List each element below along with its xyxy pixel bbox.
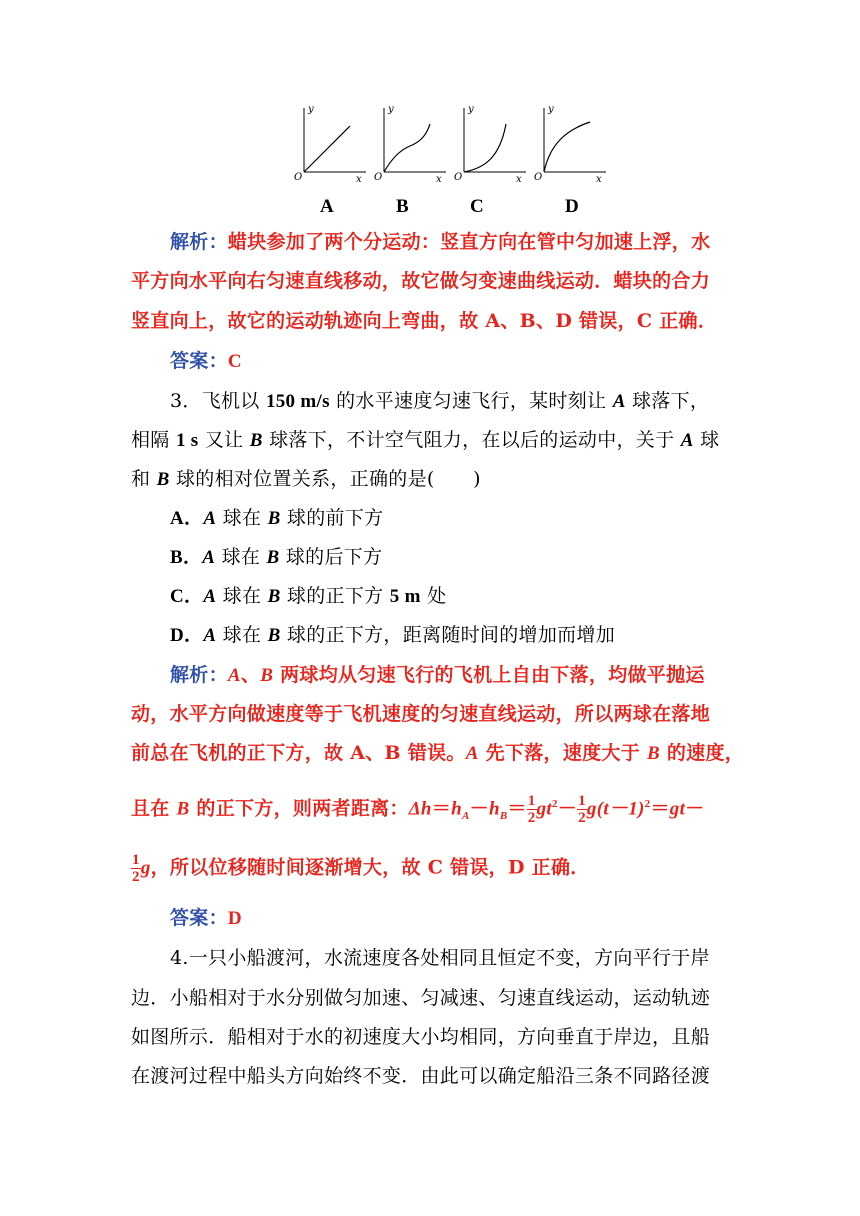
q3-stem-1c: 的水平速度匀速飞行，某时刻让 (329, 390, 613, 412)
q3-analysis-line-5 (131, 852, 731, 885)
q3-j4-a: 且在 (131, 797, 177, 820)
q3-opt-a-3: 球在 (216, 507, 268, 529)
q3-opt-c-3: 球在 (216, 585, 268, 607)
q3-option-b (170, 545, 730, 570)
graph-b-x-label: x (436, 174, 442, 185)
q3-stem-1b: 150 m/s (265, 391, 330, 412)
q3-j4-ha: h (451, 798, 462, 820)
q3-j1-d: 两球均从匀速飞行的飞机上自由下落，均做平抛运 (273, 664, 705, 686)
q3-j5-rest: ，所以位移随时间逐渐增大，故 C 错误，D 正确． (150, 856, 590, 879)
q4-line-3: 如图所示．船相对于水的初速度大小均相同，方向垂直于岸边，且船 (131, 1026, 711, 1048)
graph-c (450, 100, 530, 190)
q3-opt-c-5: 球的正下方 (280, 585, 390, 607)
q3-j4-paren: (t－1) (596, 798, 645, 820)
q3-j1-b: 、 (240, 664, 261, 686)
q3-j4-ha-sub: A (462, 810, 470, 823)
q3-opt-b-5: 球的后下方 (279, 546, 383, 568)
q3-stem-2g: 球 (693, 429, 720, 451)
q3-fraction-half-2 (577, 793, 587, 826)
q3-analysis-line-1 (170, 663, 730, 688)
q3-stem-3b: B (156, 469, 170, 490)
graph-a (290, 100, 370, 190)
q3-opt-a-4: B (267, 508, 281, 529)
q3-j4-minus2: － (557, 797, 578, 820)
q3-analysis-line-4 (131, 792, 731, 828)
q3-opt-c-7: 处 (420, 585, 447, 607)
graph-b-y-label: y (388, 104, 394, 115)
q2-analysis-line-3: 竖直向上，故它的运动轨迹向上弯曲，故 A、B、D 错误，C 正确． (131, 310, 718, 332)
q3-j4-minus3: － (685, 797, 705, 820)
graph-b-origin-label: O (374, 172, 383, 183)
q3-option-d (170, 623, 730, 648)
q4-line-1: 4.一只小船渡河，水流速度各处相同且恒定不变，方向平行于岸 (170, 947, 710, 969)
q3-opt-d-3: 球在 (216, 624, 268, 646)
q3-opt-b-2: A (202, 547, 216, 568)
q3-stem-2c: 又让 (198, 429, 250, 451)
q2-answer-value: C (227, 351, 242, 372)
q3-j4-eq3: ＝ (650, 797, 670, 820)
q3-answer-label: 答案： (170, 907, 228, 929)
q4-line-4: 在渡河过程中船头方向始终不变．由此可以确定船沿三条不同路径渡 (131, 1065, 711, 1087)
q3-j3-b: A (465, 743, 479, 764)
q3-fraction-half-1 (527, 793, 537, 826)
graph-c-svg (450, 100, 530, 190)
q3-stem-2f: A (680, 430, 694, 451)
q3-j3-a: 前总在飞机的正下方，故 A、B 错误。 (131, 742, 466, 764)
q3-frac3-num: 1 (132, 852, 140, 868)
q3-analysis-line-3 (131, 741, 745, 766)
q3-j4-g: g (586, 798, 597, 820)
q3-opt-d-4: B (267, 625, 281, 646)
q3-opt-d-5: 球的正下方，距离随时间的增加而增加 (280, 624, 616, 646)
q3-j4-sq2: 2 (644, 798, 651, 810)
q3-analysis-line-2: 动，水平方向做速度等于飞机速度的匀速直线运动，所以两球在落地 (131, 703, 711, 725)
q3-stem-2d: B (249, 430, 263, 451)
q2-analysis-line-2: 平方向水平向右匀速直线移动，故它做匀变速曲线运动．蜡块的合力 (131, 270, 711, 292)
graph-label-d: D (565, 196, 579, 217)
q3-j4-sq: 2 (551, 798, 558, 810)
q3-stem-2a: 相隔 (131, 429, 176, 451)
q3-frac3-den: 2 (132, 869, 140, 885)
q3-j3-e: 的速度， (659, 742, 745, 764)
graph-label-b: B (396, 196, 409, 217)
q3-stem-1a: 3．飞机以 (170, 390, 266, 412)
graph-c-x-label: x (516, 174, 522, 185)
q3-opt-c-6: 5 m (389, 586, 421, 607)
q3-stem-line-1 (170, 389, 730, 414)
q3-stem-line-2 (131, 428, 731, 453)
q3-opt-b-3: 球在 (215, 546, 267, 568)
q3-stem-2e: 球落下，不计空气阻力，在以后的运动中，关于 (262, 429, 681, 451)
graph-a-y-label: y (308, 104, 314, 115)
q3-opt-d-letter: D． (170, 625, 204, 646)
graph-label-a: A (320, 196, 334, 217)
q3-opt-c-2: A (203, 586, 217, 607)
q3-j4-dh: Δh (408, 798, 432, 820)
q3-answer (170, 906, 730, 931)
graph-d (530, 100, 610, 190)
q3-analysis-label: 解析： (170, 664, 228, 686)
q3-opt-a-5: 球的前下方 (280, 507, 384, 529)
q3-opt-b-letter: B． (170, 547, 203, 568)
q3-j4-c: 的正下方，则两者距离： (189, 797, 409, 820)
q3-option-a (170, 506, 730, 531)
q3-j4-eq2: ＝ (507, 797, 527, 820)
q4-line-2: 边．小船相对于水分别做匀加速、匀减速、匀速直线运动，运动轨迹 (131, 987, 711, 1009)
q3-option-c (170, 584, 730, 609)
q3-opt-d-2: A (203, 625, 217, 646)
q3-stem-3c: 球的相对位置关系，正确的是( ) (169, 468, 481, 490)
q3-stem-2b: 1 s (175, 430, 199, 451)
q3-stem-1e: 球落下， (625, 390, 710, 412)
q3-opt-a-letter: A． (170, 508, 204, 529)
q3-j4-b: B (176, 798, 190, 820)
q3-j5-g: g (140, 857, 151, 879)
q3-stem-line-3 (131, 467, 731, 492)
q3-j4-gt2: gt (536, 798, 552, 820)
q3-j4-hb: h (488, 798, 500, 820)
q3-frac2-num: 1 (578, 792, 586, 809)
graph-a-svg (290, 100, 370, 190)
q3-frac1-den: 2 (527, 809, 536, 826)
q3-answer-value: D (227, 908, 242, 929)
q2-analysis-label: 解析： (170, 231, 228, 253)
q3-opt-b-4: B (266, 547, 280, 568)
q3-frac1-num: 1 (527, 792, 536, 809)
q3-j1-a: A (227, 665, 241, 686)
graph-d-origin-label: O (534, 172, 543, 183)
graph-a-origin-label: O (294, 172, 303, 183)
q2-answer (170, 349, 730, 374)
graph-label-c: C (470, 196, 484, 217)
q3-fraction-half-3 (131, 852, 141, 885)
q2-analysis-text-1: 蜡块参加了两个分运动：竖直方向在管中匀加速上浮，水 (227, 231, 711, 253)
graph-a-x-label: x (356, 174, 362, 185)
graph-b (370, 100, 450, 190)
q3-j4-gt: gt (669, 798, 686, 820)
q3-j1-c: B (260, 665, 274, 686)
graph-d-x-label: x (596, 174, 602, 185)
q2-answer-label: 答案： (170, 350, 228, 372)
q3-j4-minus: － (469, 797, 489, 820)
q3-opt-c-4: B (267, 586, 281, 607)
q3-j4-eq1: ＝ (431, 797, 452, 820)
q3-j3-c: 先下落，速度大于 (478, 742, 647, 764)
q3-stem-3a: 和 (131, 468, 157, 490)
graph-c-origin-label: O (454, 172, 463, 183)
graph-d-y-label: y (548, 104, 554, 115)
q3-j4-hb-sub: B (499, 810, 508, 823)
q3-frac2-den: 2 (578, 809, 586, 826)
graph-d-svg (530, 100, 610, 190)
q2-analysis-line-1 (170, 230, 730, 254)
q3-stem-1d: A (612, 391, 626, 412)
q3-j3-d: B (646, 743, 660, 764)
graph-b-svg (370, 100, 450, 190)
q3-opt-c-letter: C． (170, 586, 204, 607)
q3-opt-a-2: A (203, 508, 217, 529)
graph-c-y-label: y (468, 104, 474, 115)
